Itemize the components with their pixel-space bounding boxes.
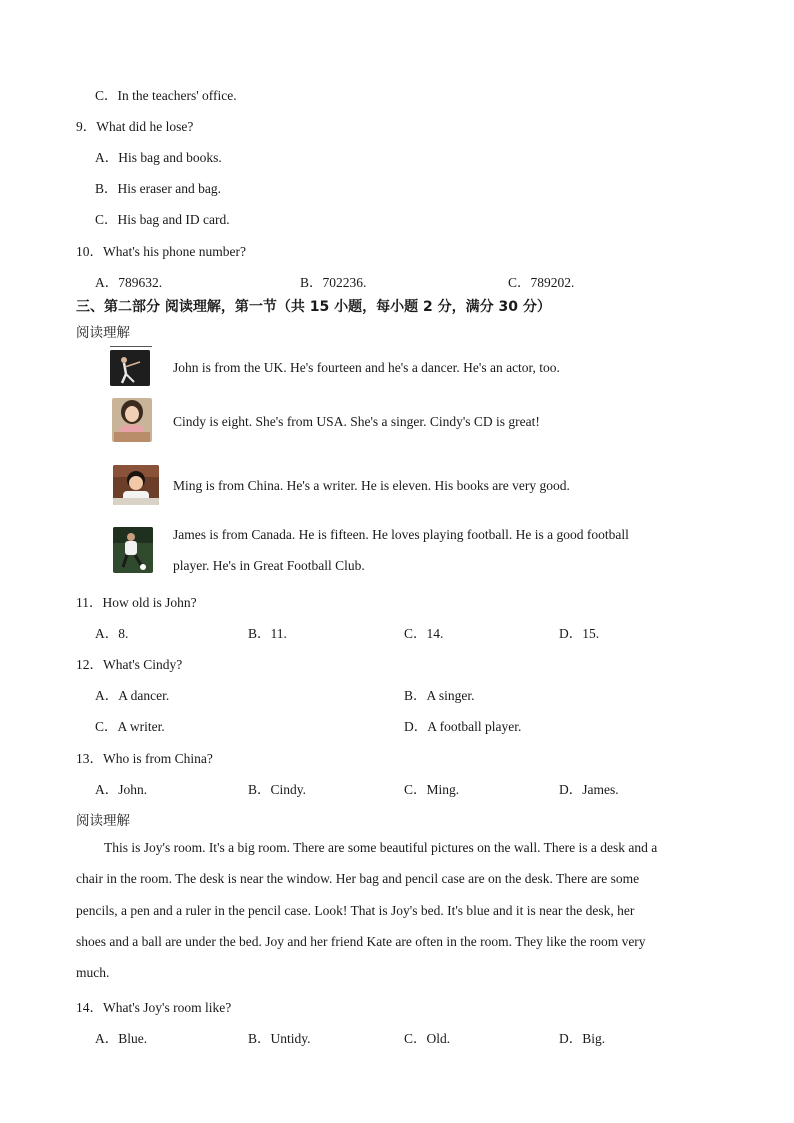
q13-option-c: C．Ming. [404, 782, 460, 797]
boy-photo [113, 465, 159, 505]
q11-question: 11．How old is John? [76, 595, 197, 610]
q14-option-b: B．Untidy. [248, 1031, 311, 1046]
photo-top-rule [110, 346, 152, 347]
reading2-line-5: much. [76, 965, 110, 980]
q13-option-b: B．Cindy. [248, 782, 307, 797]
q11-option-a: A．8. [95, 626, 129, 641]
q12-option-b: B．A singer. [404, 688, 475, 703]
q14-option-a: A．Blue. [95, 1031, 148, 1046]
profile-john-text: John is from the UK. He's fourteen and he's a dancer. He's an actor, too. [173, 360, 560, 375]
girl-photo [112, 398, 152, 442]
reading2-line-2: chair in the room. The desk is near the window. Her bag and pencil case are on the desk. There are some [76, 871, 640, 886]
q13-option-d: D．James. [559, 782, 619, 797]
football-player-photo [113, 527, 153, 573]
profile-cindy-text: Cindy is eight. She's from USA. She's a singer. Cindy's CD is great! [173, 414, 540, 429]
q9-option-b: B．His eraser and bag. [95, 181, 221, 196]
q11-option-c: C．14. [404, 626, 444, 641]
q10-option-b: B．702236. [300, 275, 367, 290]
reading2-label: 阅读理解 [76, 813, 130, 829]
q9-option-c: C．His bag and ID card. [95, 212, 230, 227]
q11-option-b: B．11. [248, 626, 287, 641]
reading2-line-3: pencils, a pen and a ruler in the pencil case. Look! That is Joy's bed. It's blue and it is near the desk, her [76, 903, 635, 918]
q13-option-a: A．John. [95, 782, 148, 797]
q11-option-d: D．15. [559, 626, 600, 641]
profile-james-text-line2: player. He's in Great Football Club. [173, 558, 365, 573]
reading1-label: 阅读理解 [76, 325, 130, 341]
q14-option-c: C．Old. [404, 1031, 451, 1046]
q8-option-c: C．In the teachers' office. [95, 88, 237, 103]
q9-option-a: A．His bag and books. [95, 150, 222, 165]
q14-option-d: D．Big. [559, 1031, 606, 1046]
reading2-line-1: This is Joy's room. It's a big room. There are some beautiful pictures on the wall. There is a desk and a [104, 840, 658, 855]
q9-question: 9．What did he lose? [76, 119, 194, 134]
dancer-photo [110, 350, 150, 386]
q13-question: 13．Who is from China? [76, 751, 213, 766]
q10-option-c: C．789202. [508, 275, 575, 290]
q12-option-a: A．A dancer. [95, 688, 170, 703]
q12-option-c: C．A writer. [95, 719, 165, 734]
profile-ming-text: Ming is from China. He's a writer. He is eleven. His books are very good. [173, 478, 570, 493]
section-heading: 三、第二部分 阅读理解，第一节（共 15 小题，每小题 2 分，满分 30 分） [76, 299, 551, 315]
q10-option-a: A．789632. [95, 275, 163, 290]
q14-question: 14．What's Joy's room like? [76, 1000, 232, 1015]
q12-option-d: D．A football player. [404, 719, 522, 734]
q12-question: 12．What's Cindy? [76, 657, 183, 672]
reading2-line-4: shoes and a ball are under the bed. Joy and her friend Kate are often in the room. They like the room very [76, 934, 646, 949]
q10-question: 10．What's his phone number? [76, 244, 247, 259]
profile-james-text-line1: James is from Canada. He is fifteen. He loves playing football. He is a good football [173, 527, 629, 542]
